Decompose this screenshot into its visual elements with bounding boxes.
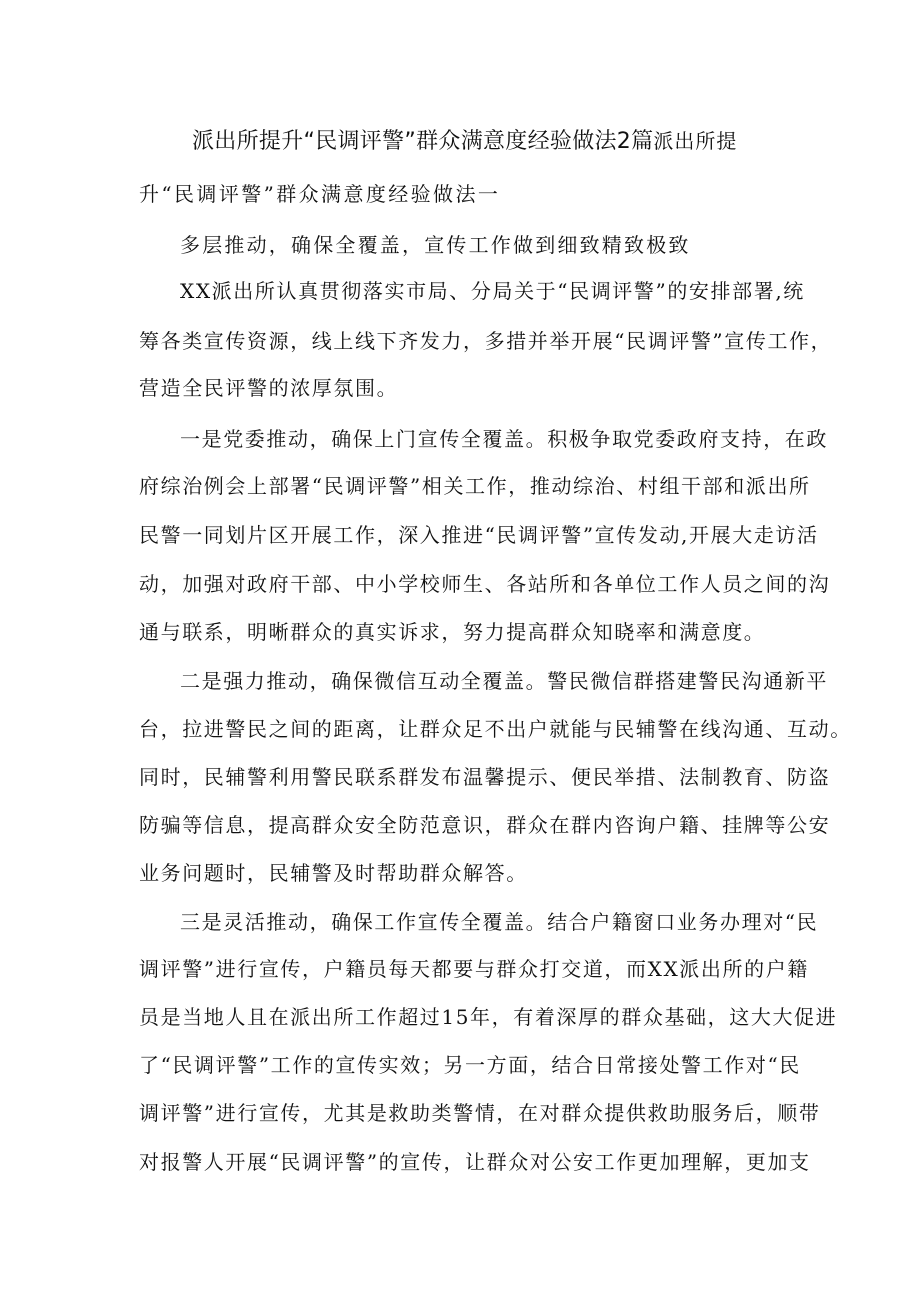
body-line: 同时，民辅警利用警民联系群发布温馨提示、便民举措、法制教育、防盗 [139, 765, 831, 789]
body-line: 通与联系，明晰群众的真实诉求，努力提高群众知晓率和满意度。 [139, 620, 766, 644]
body-line: 营造全民评警的浓厚氛围。 [139, 376, 399, 400]
body-line: 台，拉进警民之间的距离，让群众足不出户就能与民辅警在线沟通、互动。 [139, 717, 852, 741]
body-line: 一是党委推动，确保上门宣传全覆盖。积极争取党委政府支持，在政 [180, 427, 828, 451]
body-line: 府综治例会上部署“民调评警”相关工作，推动综治、村组干部和派出所 [139, 474, 811, 498]
section-heading: 多层推动，确保全覆盖，宣传工作做到细致精致极致 [180, 233, 691, 257]
body-line: 二是强力推动，确保微信互动全覆盖。警民微信群搭建警民沟通新平 [180, 669, 828, 693]
body-line: 对报警人开展“民调评警”的宣传，让群众对公安工作更加理解，更加支 [139, 1150, 811, 1174]
body-line: 业务问题时，民辅警及时帮助群众解答。 [139, 861, 528, 885]
title-continuation: 升“民调评警”群众满意度经验做法一 [139, 182, 501, 206]
document-title [192, 124, 737, 155]
body-line: 筹各类宣传资源，线上线下齐发力，多措并举开展“民调评警”宣传工作， [139, 329, 833, 353]
title-main: 派出所提升“民调评警”群众满意度经验做法2篇 [192, 129, 654, 154]
body-line: 民警一同划片区开展工作，深入推进“民调评警”宣传发动,开展大走访活 [139, 523, 819, 547]
body-line: 防骗等信息，提高群众安全防范意识，群众在群内咨询户籍、挂牌等公安 [139, 813, 831, 837]
body-line: 员是当地人且在派出所工作超过15年，有着深厚的群众基础，这大大促进 [139, 1005, 838, 1029]
body-line: XX派出所认真贯彻落实市局、分局关于“民调评警”的安排部署,统 [180, 279, 805, 303]
body-line: 三是灵活推动，确保工作宣传全覆盖。结合户籍窗口业务办理对“民 [180, 910, 819, 934]
body-line: 了“民调评警”工作的宣传实效；另一方面，结合日常接处警工作对“民 [139, 1053, 801, 1077]
body-line: 动，加强对政府干部、中小学校师生、各站所和各单位工作人员之间的沟 [139, 572, 831, 596]
title-tail: 派出所提 [653, 129, 738, 153]
body-line: 调评警”进行宣传，户籍员每天都要与群众打交道，而XX派出所的户籍 [139, 957, 809, 981]
body-line: 调评警”进行宣传，尤其是救助类警情，在对群众提供救助服务后，顺带 [139, 1101, 821, 1125]
